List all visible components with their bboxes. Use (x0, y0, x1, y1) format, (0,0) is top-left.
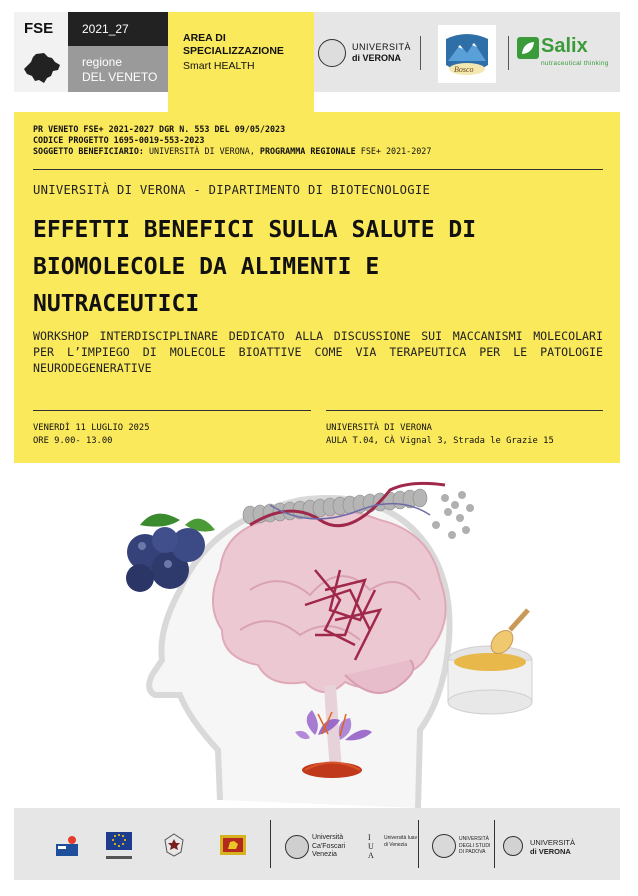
iuav-line2: di Venezia (384, 842, 408, 848)
eu-logo (106, 832, 132, 858)
event-date: VENERDÌ 11 LUGLIO 2025 (33, 423, 150, 433)
fse-plus-logo (56, 834, 78, 856)
cafoscari-seal-icon (285, 835, 309, 859)
region-label-line2: DEL VENETO (82, 70, 158, 84)
event-venue: UNIVERSITÀ DI VERONA (326, 423, 432, 433)
title-line-3: NUTRACEUTICI (33, 291, 200, 317)
footer-divider (494, 820, 495, 868)
univr-footer-line2: di VERONA (530, 847, 571, 856)
iuav-mark-icon: I U A (368, 833, 374, 860)
padova-line1: UNIVERSITÀ (459, 836, 490, 842)
partner-logo-text: Bosco (454, 65, 474, 74)
event-title (33, 212, 593, 323)
area-title: AREA DI SPECIALIZZAZIONE (183, 32, 284, 57)
cafoscari-line1: Università (312, 834, 344, 841)
divider-rule (33, 410, 311, 411)
univr-footer-seal-icon (503, 836, 523, 856)
univr-seal-icon (318, 39, 346, 67)
regione-veneto-logo (220, 835, 246, 855)
mountain-logo-icon (438, 25, 496, 83)
padova-seal-icon (432, 834, 456, 858)
fse-plus-icon (56, 834, 78, 856)
iuav-line1: Università Iuav (384, 835, 418, 841)
title-line-1: EFFETTI BENEFICI SULLA SALUTE DI (33, 217, 477, 243)
region-label-line1: regione (82, 55, 123, 69)
partner-logo (438, 25, 496, 83)
area-subtitle: Smart HEALTH (183, 60, 255, 72)
event-description: WORKSHOP INTERDISCIPLINARE DEDICATO ALLA DISCUSSIONE SUI MACCANISMI MOLECOLARI PER L’IMPIEGO DI MOLECOLE BIOATTIVE COME VIA TERAPEUTICA PER LE PATOLOGIE NEURODEGENERATIVE (33, 329, 603, 375)
univr-footer-line1: UNIVERSITÀ (530, 838, 576, 847)
salix-logo-tagline: nutraceutical thinking (541, 60, 609, 67)
salix-logo-name: Salix (541, 35, 588, 57)
cafoscari-line2: Ca'Foscari (312, 842, 346, 850)
brain-illustration (100, 470, 538, 808)
iuav-logo (384, 835, 417, 849)
salix-leaf-icon (517, 37, 539, 59)
divider-rule (33, 169, 603, 170)
event-address: AULA T.04, CÀ Vignal 3, Strada le Grazie 15 (326, 436, 554, 446)
honey-jar-illustration (448, 610, 532, 714)
padova-line3: DI PADOVA (459, 849, 486, 855)
univr-logo-line2: di VERONA (352, 53, 402, 63)
univr-logo-line1: UNIVERSITÀ (352, 42, 412, 52)
funding-line-2: CODICE PROGETTO 1695-0019-553-2023 (33, 135, 205, 145)
eu-caption-line (106, 856, 132, 859)
event-time: ORE 9.00- 13.00 (33, 436, 113, 446)
eu-flag-icon (106, 832, 132, 850)
cafoscari-line3: Venezia (312, 851, 337, 858)
logo-divider (508, 36, 509, 70)
particles (432, 491, 474, 539)
title-line-2: BIOMOLECOLE DA ALIMENTI E (33, 254, 380, 280)
program-years: 2021_27 (82, 22, 129, 36)
divider-rule (326, 410, 603, 411)
logo-divider (420, 36, 421, 70)
cafoscari-logo (312, 834, 345, 860)
region-box (68, 46, 168, 92)
footer-divider (418, 820, 419, 868)
funding-line-3: SOGGETTO BENEFICIARIO: UNIVERSITÀ DI VERONA, PROGRAMMA REGIONALE FSE+ 2021-2027 (33, 146, 432, 156)
footer-divider (270, 820, 271, 868)
italian-emblem-icon (163, 832, 185, 858)
padova-line2: DEGLI STUDI (459, 842, 491, 849)
funding-line-1: PR VENETO FSE+ 2021-2027 DGR N. 553 DEL 09/05/2023 (33, 124, 286, 134)
lion-icon (220, 835, 246, 855)
veneto-map-icon (22, 52, 62, 84)
department-line: UNIVERSITÀ DI VERONA - DIPARTIMENTO DI BIOTECNOLOGIE (33, 183, 431, 197)
fse-label: FSE (24, 20, 54, 37)
padova-logo (459, 836, 490, 856)
univr-footer-logo (530, 838, 575, 856)
